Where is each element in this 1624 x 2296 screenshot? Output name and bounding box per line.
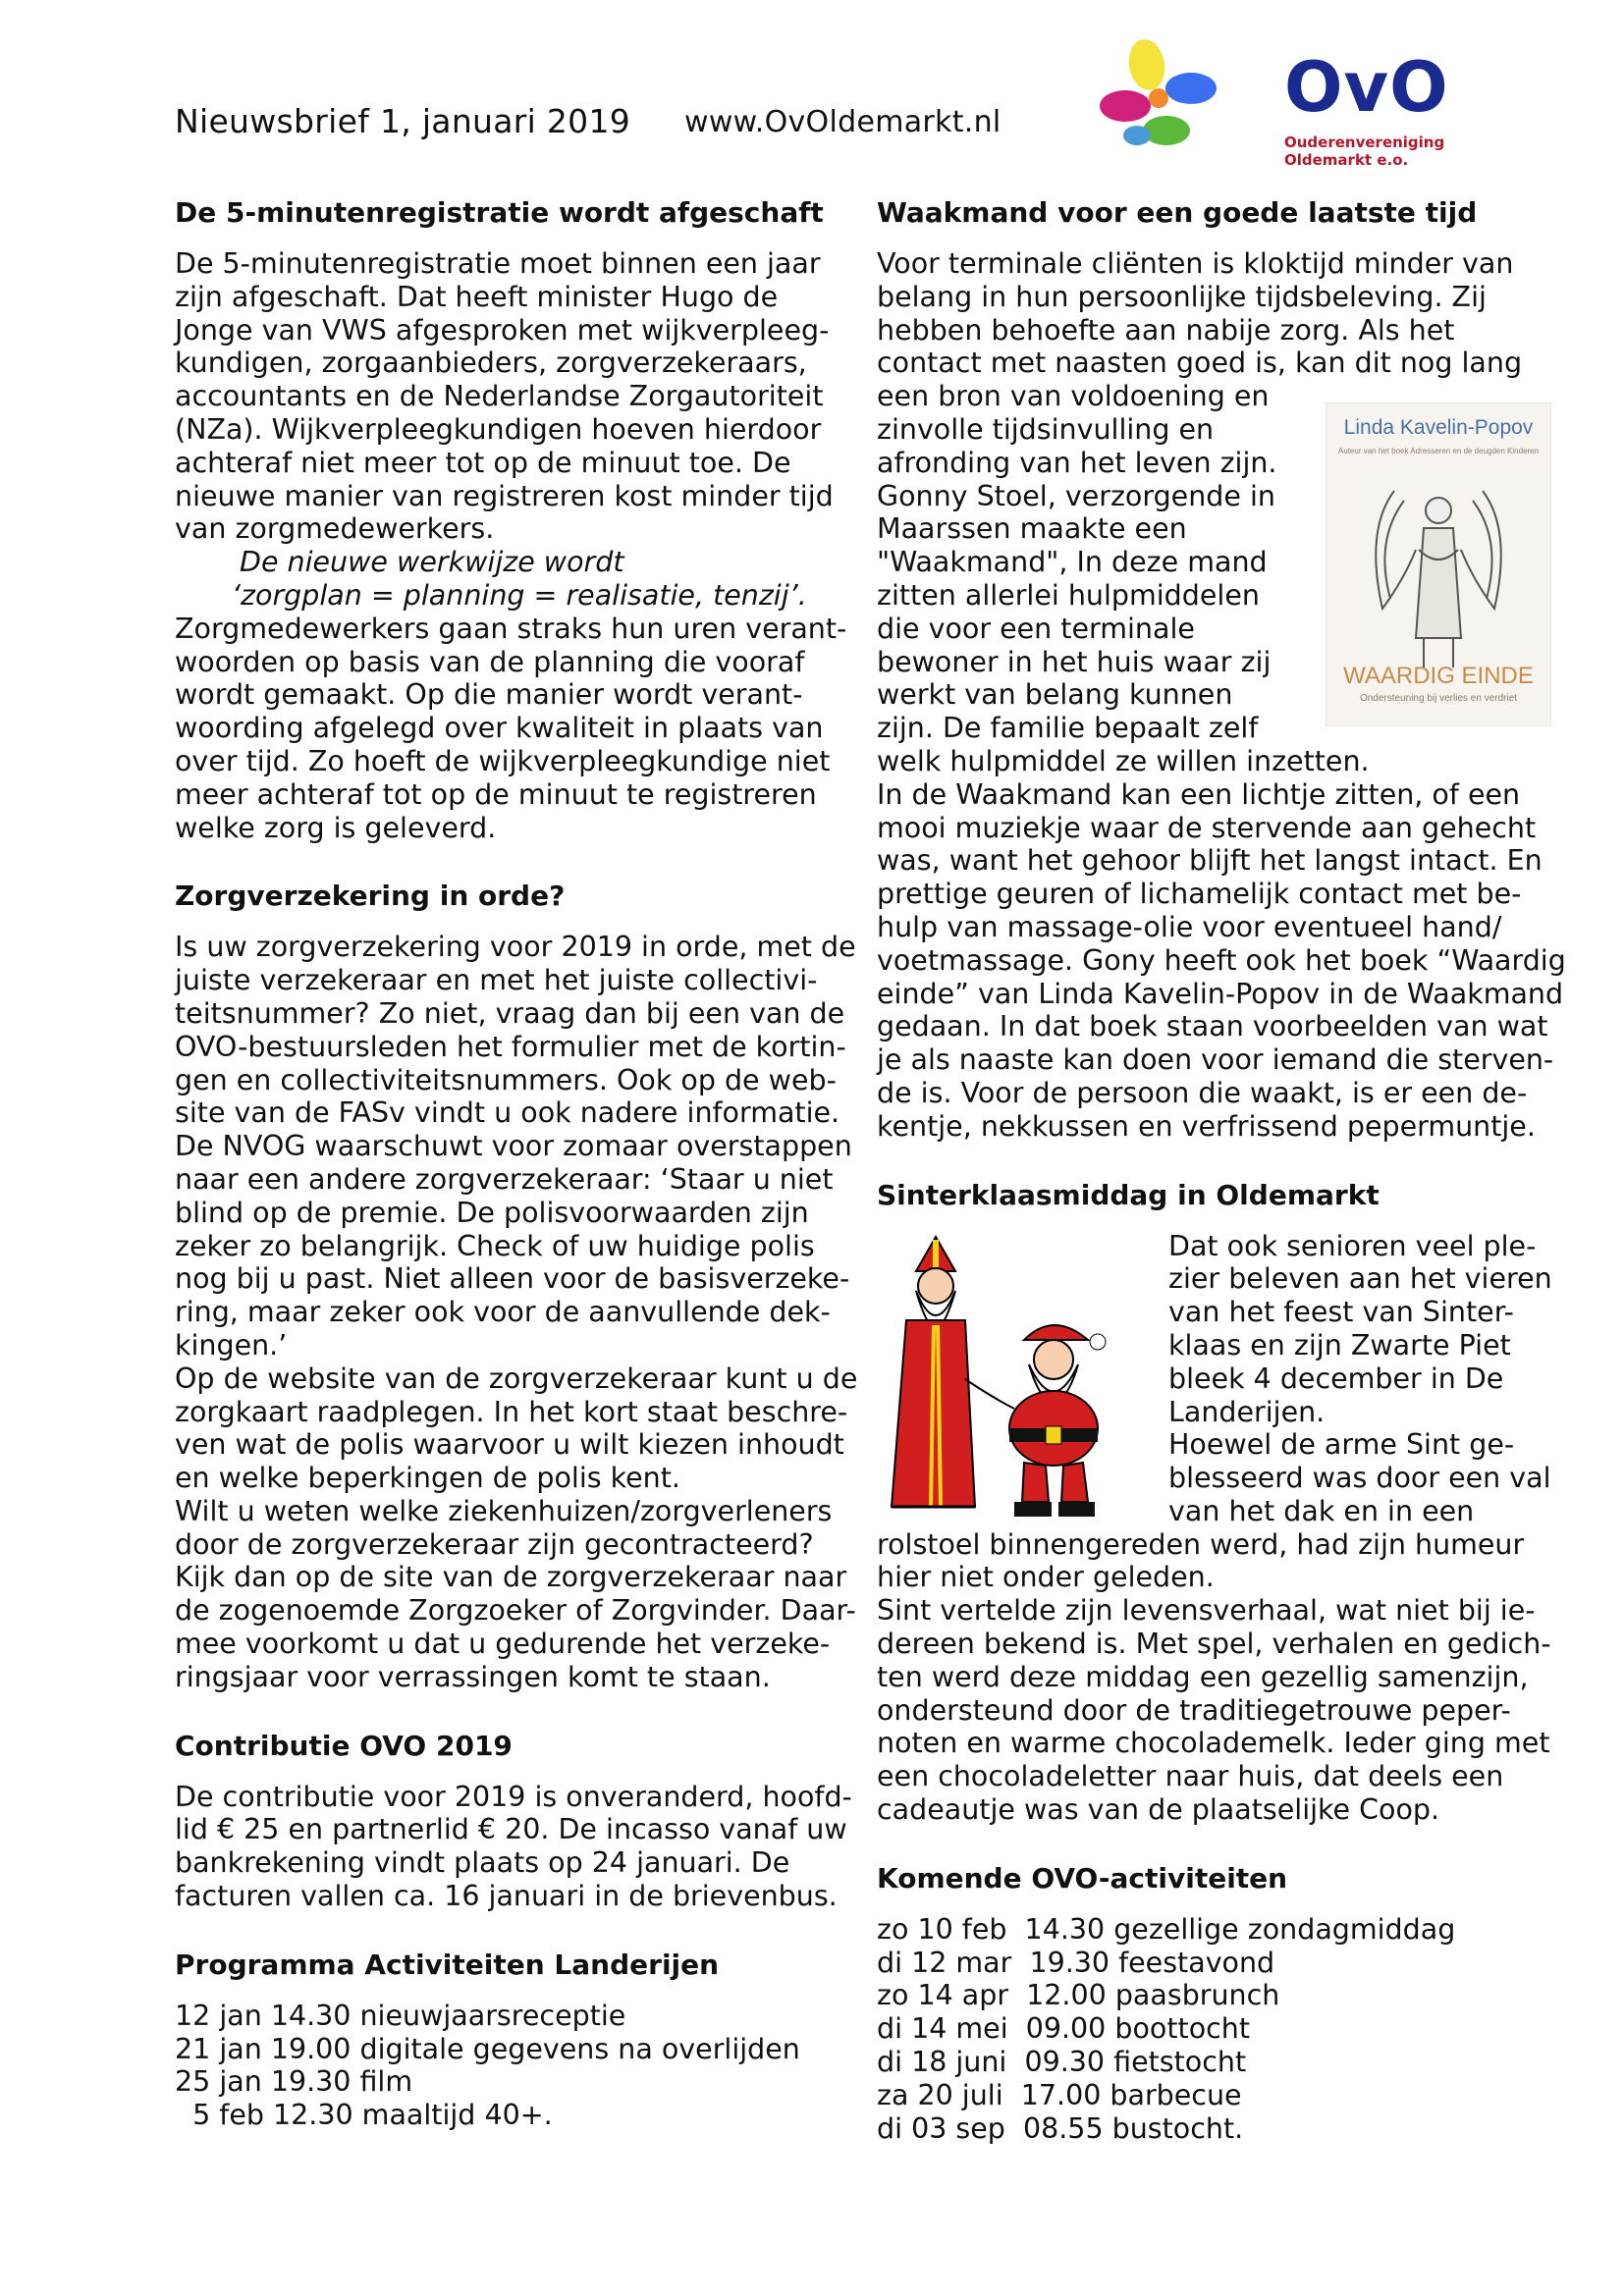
body-text-line: Wilt u weten welke ziekenhuizen/zorgverleners [175, 1494, 833, 1527]
body-text-line: nieuwe manier van registreren kost minder tijd [175, 479, 834, 512]
activity-item: di 12 mar 19.30 feestavond [877, 1946, 1275, 1979]
activity-item: 12 jan 14.30 nieuwjaarsreceptie [175, 1999, 626, 2032]
body-text-line: lid € 25 en partnerlid € 20. De incasso vanaf uw [175, 1813, 847, 1846]
body-text-line: Dat ook senioren veel ple- [1168, 1229, 1537, 1262]
body-text-line: van het dak en in een [1168, 1494, 1475, 1527]
body-text-line: een chocoladeletter naar huis, dat deels een [877, 1760, 1504, 1793]
body-text-line: De contributie voor 2019 is onveranderd, hoofd- [175, 1780, 852, 1813]
body-text-line: gen en collectiviteitsnummers. Ook op de web- [175, 1063, 837, 1096]
body-text-line: achteraf niet meer tot op de minuut toe. De [175, 446, 791, 479]
body-text-line: de zogenoemde Zorgzoeker of Zorgvinder. Daar- [175, 1594, 856, 1628]
body-text-line: woorden op basis van de planning die vooraf [175, 645, 805, 678]
body-text-line: De NVOG waarschuwt voor zomaar overstappen [175, 1130, 852, 1163]
body-text-line: zorgkaart raadplegen. In het kort staat beschre- [175, 1395, 848, 1428]
body-text-line: prettige geuren of lichamelijk contact met be- [877, 878, 1522, 911]
activity-item: 5 feb 12.30 maaltijd 40+. [175, 2099, 553, 2132]
body-text-line: hier niet onder geleden. [877, 1561, 1215, 1594]
body-text-line: blesseerd was door een val [1168, 1462, 1551, 1495]
body-text-line: Is uw zorgverzekering voor 2019 in orde, met de [175, 931, 856, 964]
body-text-line: zeker zo belangrijk. Check of uw huidige polis [175, 1229, 815, 1262]
body-text-line: Kijk dan op de site van de zorgverzekeraar naar [175, 1561, 847, 1594]
body-text-line: (NZa). Wijkverpleegkundigen hoeven hierdoor [175, 412, 822, 446]
activity-item: za 20 juli 17.00 barbecue [877, 2078, 1242, 2111]
santa-claus-icon [965, 1325, 1106, 1517]
section-heading: Contributie OVO 2019 [175, 1729, 513, 1762]
body-text-line: je als naaste kan doen voor iemand die sterven- [877, 1043, 1554, 1077]
body-text-line: OVO-bestuursleden het formulier met de kortin- [175, 1030, 846, 1063]
body-text-line: meer achteraf tot op de minuut te registreren [175, 777, 817, 811]
section-heading: Komende OVO-activiteiten [877, 1861, 1288, 1895]
body-text-line: een bron van voldoening en [877, 380, 1270, 413]
body-text-line: mee voorkomt u dat u gedurende het verzeke- [175, 1628, 831, 1661]
body-text-line: mooi muziekje waar de stervende aan gehecht [877, 811, 1537, 844]
body-text-line: ring, maar zeker ook voor de aanvullende dek- [175, 1296, 831, 1329]
activity-item: di 14 mei 09.00 boottocht [877, 2012, 1251, 2046]
section-heading: Sinterklaasmiddag in Oldemarkt [877, 1178, 1380, 1211]
body-text-line: contact met naasten goed is, kan dit nog lang [877, 347, 1523, 380]
body-text-line: noten en warme chocolademelk. Ieder ging met [877, 1727, 1550, 1760]
body-text-line: rolstoel binnengereden werd, had zijn humeur [877, 1527, 1525, 1561]
ovo-logo [1098, 37, 1530, 169]
body-text-line: over tijd. Zo hoeft de wijkverpleegkundige niet [175, 744, 831, 777]
body-text-line: zinvolle tijdsinvulling en [877, 412, 1215, 446]
activity-item: di 03 sep 08.55 bustocht. [877, 2111, 1244, 2145]
logo-wordmark: OvO [1284, 47, 1449, 128]
body-text-line: Jonge van VWS afgesproken met wijkverpleeg- [175, 313, 830, 347]
body-text-line: van het feest van Sinter- [1168, 1296, 1514, 1329]
body-text-line: kingen.’ [175, 1328, 288, 1362]
body-text-line: facturen vallen ca. 16 januari in de brievenbus. [175, 1880, 838, 1913]
body-text-line: zijn afgeschaft. Dat heeft minister Hugo de [175, 280, 779, 313]
body-text-line: Op de website van de zorgverzekeraar kunt u de [175, 1362, 858, 1395]
body-text-line: klaas en zijn Zwarte Piet [1168, 1328, 1511, 1362]
left-column [175, 196, 862, 2132]
body-text-line: woording afgelegd over kwaliteit in plaats van [175, 712, 824, 745]
book-title: WAARDIG EINDE [1343, 663, 1534, 689]
body-text-line: De 5-minutenregistratie moet binnen een jaar [175, 247, 821, 280]
body-text-line: dereen bekend is. Met spel, verhalen en gedich- [877, 1628, 1551, 1661]
body-text-line: Gonny Stoel, verzorgende in [877, 479, 1275, 512]
body-text-line: ondersteund door de traditiegetrouwe peper- [877, 1693, 1511, 1727]
body-text-line: door de zorgverzekeraar zijn gecontracteerd? [175, 1527, 814, 1561]
body-text-line: zier beleven aan het vieren [1168, 1262, 1552, 1296]
body-text-line: voetmassage. Gony heeft ook het boek “Waardig [877, 943, 1566, 977]
body-text-line: In de Waakmand kan een lichtje zitten, of een [877, 777, 1521, 811]
body-text-line: ven wat de polis waarvoor u wilt kiezen inhoudt [175, 1428, 844, 1462]
body-text-line: gedaan. In dat boek staan voorbeelden van wat [877, 1010, 1548, 1043]
body-text-line: hulp van massage-olie voor eventueel hand/ [877, 910, 1502, 943]
body-text-line: werkt van belang kunnen [877, 678, 1233, 712]
body-text-line: Landerijen. [1168, 1395, 1326, 1428]
quote-line: De nieuwe werkwijze wordt [240, 546, 624, 579]
body-text-line: naar een andere zorgverzekeraar: ‘Staar u niet [175, 1162, 834, 1196]
body-text-line: hebben behoefte aan nabije zorg. Als het [877, 313, 1455, 347]
section-heading: Waakmand voor een goede laatste tijd [877, 196, 1478, 229]
activity-item: 25 jan 19.30 film [175, 2065, 413, 2099]
section-heading: Zorgverzekering in orde? [175, 880, 566, 913]
body-text-line: en welke beperkingen de polis kent. [175, 1462, 680, 1495]
body-text-line: kentje, nekkussen en verfrissend pepermuntje. [877, 1109, 1536, 1143]
website-url[interactable]: www.OvOldemarkt.nl [684, 105, 1001, 139]
activity-item: zo 10 feb 14.30 gezellige zondagmiddag [877, 1912, 1456, 1946]
body-text-line: afronding van het leven zijn. [877, 446, 1277, 479]
sinterklaas-santa-image [877, 1232, 1142, 1526]
body-text-line: Maarssen maakte een [877, 512, 1187, 546]
body-text-line: die voor een terminale [877, 612, 1195, 645]
body-text-line: site van de FASv vindt u ook nadere informatie. [175, 1096, 840, 1130]
body-text-line: Zorgmedewerkers gaan straks hun uren verant- [175, 612, 847, 645]
activity-item: zo 14 apr 12.00 paasbrunch [877, 1979, 1280, 2012]
activity-item: di 18 juni 09.30 fietstocht [877, 2046, 1247, 2079]
section-heading: Programma Activiteiten Landerijen [175, 1948, 720, 1981]
sinterklaas-icon [892, 1237, 975, 1507]
body-text-line: bleek 4 december in De [1168, 1362, 1504, 1395]
body-text-line: zitten allerlei hulpmiddelen [877, 578, 1260, 612]
section-heading: De 5-minutenregistratie wordt afgeschaft [175, 196, 824, 229]
body-text-line: einde” van Linda Kavelin-Popov in de Waakmand [877, 977, 1564, 1010]
body-text-line: bankrekening vindt plaats op 24 januari. De [175, 1846, 790, 1880]
book-subtitle: Ondersteuning bij verlies en verdriet [1359, 693, 1518, 704]
body-text-line: accountants en de Nederlandse Zorgautoriteit [175, 380, 824, 413]
body-text-line: bewoner in het huis waar zij [877, 645, 1272, 678]
activity-item: 21 jan 19.00 digitale gegevens na overlijden [175, 2032, 800, 2065]
book-author: Linda Kavelin-Popov [1343, 416, 1534, 439]
body-text-line: cadeautje was van de plaatselijke Coop. [877, 1793, 1440, 1827]
body-text-line: nog bij u past. Niet alleen voor de basisverzeke- [175, 1262, 850, 1296]
body-text-line: Sint vertelde zijn levensverhaal, wat niet bij ie- [877, 1594, 1536, 1628]
logo-petals-icon [1098, 37, 1235, 155]
body-text-line: welk hulpmiddel ze willen inzetten. [877, 744, 1370, 777]
body-text-line: belang in hun persoonlijke tijdsbeleving. Zij [877, 280, 1487, 313]
logo-subtitle: Ouderenvereniging Oldemarkt e.o. [1284, 133, 1445, 169]
body-text-line: ringsjaar voor verrassingen komt te staan. [175, 1660, 771, 1693]
body-text-line: teitsnummer? Zo niet, vraag dan bij een van de [175, 996, 845, 1030]
newsletter-title: Nieuwsbrief 1, januari 2019 [175, 102, 631, 140]
body-text-line: zijn. De familie bepaalt zelf [877, 712, 1259, 745]
body-text-line: juiste verzekeraar en met het juiste collectivi- [175, 964, 818, 997]
body-text-line: Hoewel de arme Sint ge- [1168, 1428, 1515, 1462]
body-text-line: Voor terminale cliënten is kloktijd minder van [877, 247, 1514, 280]
body-text-line: blind op de premie. De polisvoorwaarden zijn [175, 1196, 809, 1229]
body-text-line: van zorgmedewerkers. [175, 512, 495, 546]
body-text-line: welke zorg is geleverd. [175, 811, 497, 844]
body-text-line: de is. Voor de persoon die waakt, is er een de- [877, 1076, 1528, 1109]
body-text-line: "Waakmand", In deze mand [877, 546, 1268, 579]
book-tagline: Auteur van het boek Adresseren en de deugden Kinderen [1337, 447, 1540, 455]
body-text-line: ten werd deze middag een gezellig samenzijn, [877, 1660, 1529, 1693]
body-text-line: kundigen, zorgaanbieders, zorgverzekeraars, [175, 347, 807, 380]
body-text-line: wordt gemaakt. Op die manier wordt verant- [175, 678, 803, 712]
quote-line: ‘zorgplan = planning = realisatie, tenzij’. [232, 578, 807, 612]
book-cover-image [1326, 402, 1551, 726]
body-text-line: was, want het gehoor blijft het langst intact. En [877, 844, 1543, 878]
